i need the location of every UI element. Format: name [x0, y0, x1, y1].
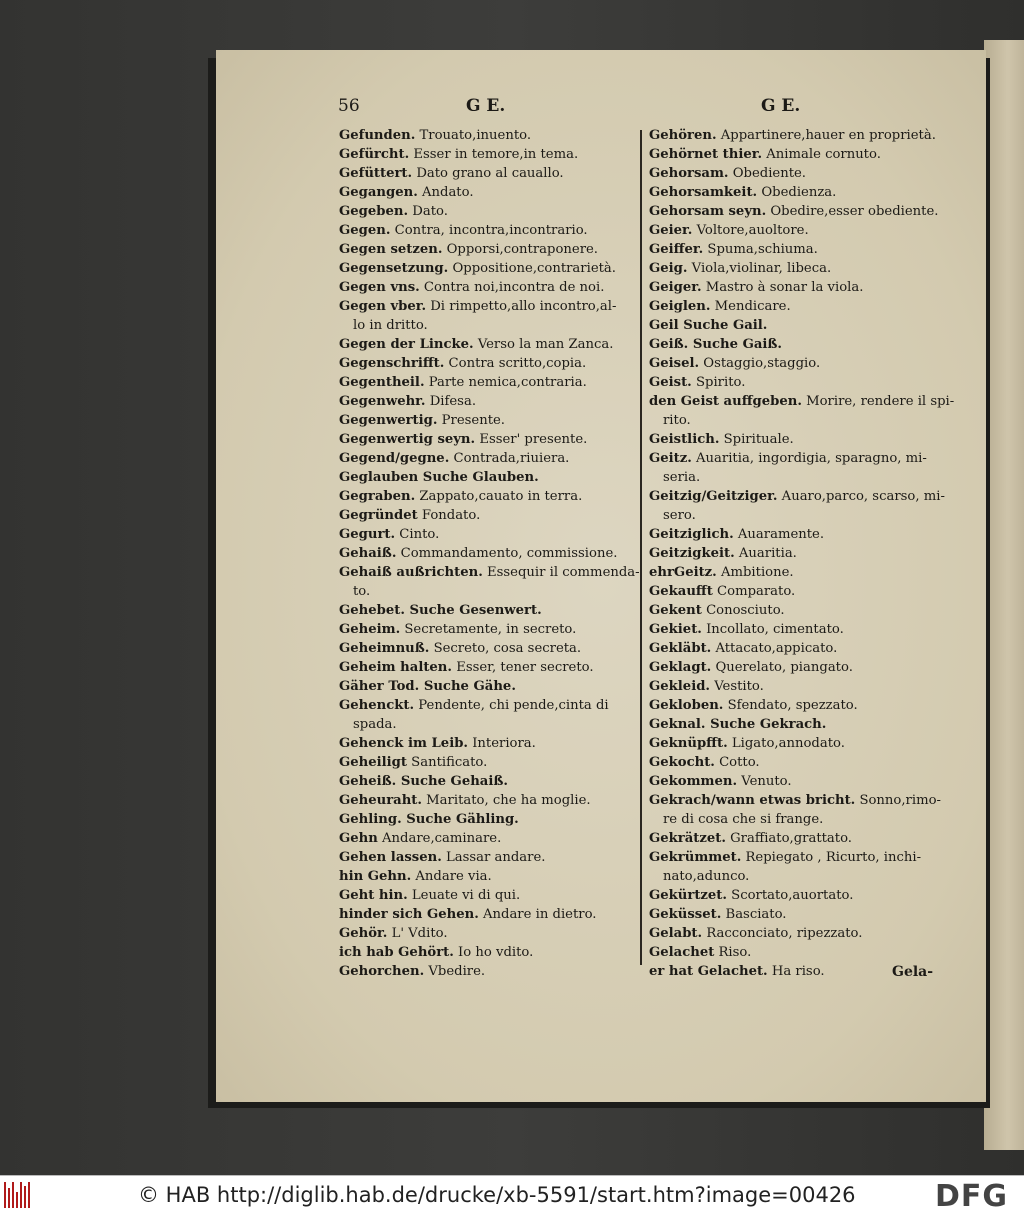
dictionary-entry	[649, 145, 959, 164]
dictionary-entry	[339, 848, 639, 867]
entry-continuation: to.	[353, 584, 371, 599]
catchword: Gela-	[892, 964, 934, 980]
entry-headword: Geknal. Suche Gekrach.	[649, 717, 827, 732]
dictionary-entry	[649, 620, 959, 639]
entry-definition: Auaritia.	[734, 546, 797, 561]
entry-headword: Gekommen.	[649, 774, 738, 789]
footer-bar	[0, 1175, 1024, 1215]
entry-definition: Verso la man Zanca.	[473, 337, 614, 352]
entry-definition: Secretamente, in secreto.	[400, 622, 577, 637]
dictionary-entry	[339, 468, 639, 487]
entry-headword: er hat Gelachet.	[649, 964, 768, 979]
entry-definition: Viola,violinar, libeca.	[687, 261, 832, 276]
entry-definition: Vestito.	[710, 679, 764, 694]
entry-definition: Interiora.	[468, 736, 536, 751]
entry-definition: Secreto, cosa secreta.	[429, 641, 582, 656]
entry-definition: Presente.	[437, 413, 506, 428]
dictionary-entry	[339, 392, 639, 411]
entry-headword: Geitzigkeit.	[649, 546, 735, 561]
dictionary-entry	[649, 316, 959, 335]
dictionary-entry	[339, 487, 639, 506]
entry-headword: Geitzig/Geitziger.	[649, 489, 778, 504]
entry-definition: Auaritia, ingordigia, sparagno, mi-	[691, 451, 927, 466]
dictionary-entry	[649, 202, 959, 221]
entry-headword: Gekaufft	[649, 584, 713, 599]
entry-definition: Esser' presente.	[475, 432, 588, 447]
entry-definition: Esser in temore,in tema.	[409, 147, 579, 162]
entry-continuation: rito.	[663, 413, 691, 428]
entry-headword: Gegenwehr.	[339, 394, 426, 409]
dictionary-entry	[339, 335, 639, 354]
page-number: 56	[338, 96, 360, 116]
entry-headword: Gehenck im Leib.	[339, 736, 469, 751]
running-head-left: G E.	[466, 96, 506, 116]
entry-definition: Basciato.	[721, 907, 787, 922]
dictionary-entry	[649, 696, 959, 715]
dictionary-entry	[339, 620, 639, 639]
entry-definition: L' Vdito.	[387, 926, 448, 941]
dictionary-entry	[339, 126, 639, 145]
dictionary-entry	[339, 943, 639, 962]
entry-definition: Contrada,riuiera.	[449, 451, 570, 466]
dictionary-entry	[649, 430, 959, 449]
dictionary-entry	[649, 449, 959, 487]
dictionary-entry	[339, 183, 639, 202]
dictionary-entry	[649, 734, 959, 753]
entry-definition: Zappato,cauato in terra.	[415, 489, 583, 504]
entry-headword: Gekrach/wann etwas bricht.	[649, 793, 856, 808]
entry-definition: Trouato,inuento.	[415, 128, 532, 143]
dictionary-entry	[339, 354, 639, 373]
entry-headword: Geht hin.	[339, 888, 408, 903]
dictionary-entry	[339, 639, 639, 658]
entry-headword: Gegen.	[339, 223, 391, 238]
entry-headword: hin Gehn.	[339, 869, 412, 884]
entry-headword: Gelachet	[649, 945, 715, 960]
dictionary-entry	[339, 202, 639, 221]
entry-headword: Gehören.	[649, 128, 717, 143]
entry-headword: Gehen lassen.	[339, 850, 442, 865]
entry-headword: ehrGeitz.	[649, 565, 717, 580]
dictionary-entry	[649, 943, 959, 962]
entry-definition: Comparato.	[712, 584, 796, 599]
entry-definition: Andare,caminare.	[377, 831, 502, 846]
entry-continuation: spada.	[353, 717, 397, 732]
entry-headword: Gegen setzen.	[339, 242, 443, 257]
entry-headword: Geheiß. Suche Gehaiß.	[339, 774, 508, 789]
dictionary-entry	[649, 259, 959, 278]
entry-definition: Contra noi,incontra de noi.	[419, 280, 605, 295]
entry-definition: Ostaggio,staggio.	[699, 356, 821, 371]
entry-definition: Andare via.	[411, 869, 492, 884]
entry-definition: Sfendato, spezzato.	[723, 698, 858, 713]
dictionary-entry	[649, 544, 959, 563]
dictionary-entry	[649, 487, 959, 525]
dictionary-entry	[649, 658, 959, 677]
entry-headword: Gefüttert.	[339, 166, 413, 181]
dictionary-entry	[649, 373, 959, 392]
entry-headword: Gegensetzung.	[339, 261, 449, 276]
entry-headword: Gekrümmet.	[649, 850, 742, 865]
entry-continuation: lo in dritto.	[353, 318, 428, 333]
entry-headword: Gegurt.	[339, 527, 396, 542]
dictionary-entry	[339, 145, 639, 164]
dictionary-entry	[339, 677, 639, 696]
entry-headword: Gekiet.	[649, 622, 702, 637]
dictionary-entry	[339, 563, 639, 601]
entry-headword: Geitz.	[649, 451, 692, 466]
entry-headword: Geist.	[649, 375, 692, 390]
entry-definition: Auaramente.	[733, 527, 825, 542]
dictionary-entry	[649, 240, 959, 259]
entry-definition: Obedienza.	[757, 185, 837, 200]
entry-headword: Gegangen.	[339, 185, 418, 200]
entry-definition: Morire, rendere il spi-	[801, 394, 955, 409]
dictionary-entry	[339, 658, 639, 677]
entry-definition: Parte nemica,contraria.	[424, 375, 587, 390]
entry-definition: Commandamento, commissione.	[396, 546, 618, 561]
entry-definition: Contra, incontra,incontrario.	[390, 223, 588, 238]
entry-headword: Geküsset.	[649, 907, 722, 922]
entry-definition: Andato.	[417, 185, 474, 200]
entry-headword: Geklagt.	[649, 660, 712, 675]
entry-definition: Vbedire.	[424, 964, 486, 979]
entry-definition: Difesa.	[425, 394, 477, 409]
left-column	[339, 126, 639, 981]
dictionary-entry	[339, 411, 639, 430]
entry-continuation: re di cosa che si frange.	[663, 812, 824, 827]
entry-headword: Gäher Tod. Suche Gähe.	[339, 679, 516, 694]
entry-headword: Gekrätzet.	[649, 831, 726, 846]
dictionary-entry	[339, 525, 639, 544]
dictionary-entry	[649, 392, 959, 430]
entry-headword: Geig.	[649, 261, 688, 276]
entry-headword: Geitziglich.	[649, 527, 734, 542]
entry-headword: Gehebet. Suche Gesenwert.	[339, 603, 542, 618]
entry-headword: Geistlich.	[649, 432, 720, 447]
dictionary-entry	[339, 601, 639, 620]
dictionary-entry	[339, 924, 639, 943]
entry-headword: Gehaiß.	[339, 546, 397, 561]
dictionary-entry	[649, 126, 959, 145]
entry-definition: Animale cornuto.	[762, 147, 881, 162]
dictionary-entry	[649, 639, 959, 658]
entry-continuation: nato,adunco.	[663, 869, 750, 884]
entry-definition: Riso.	[714, 945, 752, 960]
entry-headword: Geiger.	[649, 280, 702, 295]
entry-definition: Pendente, chi pende,cinta di	[414, 698, 609, 713]
entry-definition: Venuto.	[737, 774, 792, 789]
dictionary-entry	[339, 829, 639, 848]
entry-headword: Gegen vber.	[339, 299, 427, 314]
dictionary-entry	[649, 791, 959, 829]
dictionary-entry	[649, 829, 959, 848]
dictionary-entry	[339, 430, 639, 449]
entry-headword: Gegen vns.	[339, 280, 420, 295]
entry-headword: Gehaiß außrichten.	[339, 565, 483, 580]
entry-definition: Maritato, che ha moglie.	[421, 793, 591, 808]
entry-headword: Gegenwertig seyn.	[339, 432, 476, 447]
entry-headword: Gehn	[339, 831, 378, 846]
entry-headword: Gefunden.	[339, 128, 416, 143]
entry-headword: den Geist auffgeben.	[649, 394, 802, 409]
dictionary-entry	[339, 221, 639, 240]
dictionary-entry	[649, 886, 959, 905]
entry-headword: Geglauben Suche Glauben.	[339, 470, 539, 485]
entry-definition: Conosciuto.	[701, 603, 785, 618]
entry-headword: Gegraben.	[339, 489, 416, 504]
entry-headword: Gehling. Suche Gähling.	[339, 812, 519, 827]
dictionary-entry	[339, 164, 639, 183]
entry-headword: Gekürtzet.	[649, 888, 727, 903]
entry-definition: Auaro,parco, scarso, mi-	[777, 489, 945, 504]
dictionary-entry	[649, 297, 959, 316]
entry-definition: Incollato, cimentato.	[701, 622, 844, 637]
entry-definition: Graffiato,grattato.	[725, 831, 852, 846]
entry-headword: Gefürcht.	[339, 147, 410, 162]
entry-definition: Esser, tener secreto.	[452, 660, 594, 675]
dictionary-entry	[649, 164, 959, 183]
entry-headword: Geiglen.	[649, 299, 711, 314]
dfg-logo: DFG	[935, 1179, 1009, 1214]
entry-headword: Gegründet	[339, 508, 418, 523]
entry-definition: Voltore,auoltore.	[692, 223, 809, 238]
dictionary-entry	[339, 810, 639, 829]
dictionary-entry	[339, 544, 639, 563]
entry-headword: Gegentheil.	[339, 375, 425, 390]
dictionary-entry	[339, 373, 639, 392]
entry-headword: Gehorchen.	[339, 964, 425, 979]
entry-definition: Cinto.	[395, 527, 440, 542]
dictionary-entry	[339, 867, 639, 886]
entry-headword: Gekloben.	[649, 698, 724, 713]
dictionary-entry	[649, 753, 959, 772]
dictionary-entry	[339, 240, 639, 259]
dictionary-entry	[339, 772, 639, 791]
entry-headword: ich hab Gehört.	[339, 945, 454, 960]
entry-headword: Gehörnet thier.	[649, 147, 763, 162]
entry-definition: Repiegato , Ricurto, inchi-	[741, 850, 922, 865]
dictionary-entry	[339, 734, 639, 753]
entry-definition: Ambitione.	[716, 565, 794, 580]
entry-definition: Lassar andare.	[441, 850, 546, 865]
book-page	[216, 50, 986, 1102]
dictionary-entry	[649, 924, 959, 943]
entry-headword: Gehenckt.	[339, 698, 415, 713]
dictionary-entry	[649, 278, 959, 297]
entry-headword: Gehör.	[339, 926, 388, 941]
dictionary-entry	[339, 449, 639, 468]
entry-definition: Essequir il commenda-	[482, 565, 640, 580]
entry-definition: Sonno,rimo-	[855, 793, 941, 808]
entry-headword: Geiffer.	[649, 242, 704, 257]
hab-barcode-logo-icon	[4, 1182, 34, 1208]
entry-definition: Obedire,esser obediente.	[766, 204, 939, 219]
entry-headword: Geheim halten.	[339, 660, 452, 675]
dictionary-entry	[339, 886, 639, 905]
entry-definition: Ha riso.	[767, 964, 825, 979]
dictionary-entry	[339, 962, 639, 981]
dictionary-entry	[339, 696, 639, 734]
entry-definition: Querelato, piangato.	[711, 660, 853, 675]
entry-headword: Gegenwertig.	[339, 413, 438, 428]
entry-headword: Gegend/gegne.	[339, 451, 450, 466]
entry-headword: Geil Suche Gail.	[649, 318, 768, 333]
entry-headword: Geheimnuß.	[339, 641, 430, 656]
facing-page-edge	[984, 40, 1024, 1150]
entry-definition: Scortato,auortato.	[726, 888, 854, 903]
dictionary-entry	[339, 791, 639, 810]
entry-headword: Gegenschrifft.	[339, 356, 445, 371]
entry-headword: Geheim.	[339, 622, 401, 637]
entry-definition: Opporsi,contraponere.	[442, 242, 598, 257]
entry-definition: Fondato.	[417, 508, 481, 523]
dictionary-entry	[649, 354, 959, 373]
entry-continuation: seria.	[663, 470, 701, 485]
entry-headword: Geisel.	[649, 356, 700, 371]
entry-definition: Di rimpetto,allo incontro,al-	[426, 299, 617, 314]
dictionary-entry	[649, 183, 959, 202]
entry-definition: Spuma,schiuma.	[703, 242, 818, 257]
entry-definition: Cotto.	[714, 755, 760, 770]
dictionary-entry	[649, 905, 959, 924]
dictionary-entry	[339, 259, 639, 278]
entry-definition: Spirituale.	[719, 432, 794, 447]
entry-headword: Geheiligt	[339, 755, 407, 770]
entry-headword: Geknüpfft.	[649, 736, 728, 751]
entry-headword: hinder sich Gehen.	[339, 907, 479, 922]
entry-headword: Gekleid.	[649, 679, 711, 694]
entry-definition: Racconciato, ripezzato.	[702, 926, 863, 941]
entry-definition: Mendicare.	[710, 299, 791, 314]
entry-definition: Io ho vdito.	[453, 945, 534, 960]
dictionary-entry	[339, 753, 639, 772]
right-column	[649, 126, 959, 981]
dictionary-entry	[339, 297, 639, 335]
entry-definition: Spirito.	[691, 375, 746, 390]
entry-continuation: sero.	[663, 508, 696, 523]
dictionary-entry	[339, 278, 639, 297]
dictionary-entry	[649, 563, 959, 582]
dictionary-entry	[649, 582, 959, 601]
entry-definition: Leuate vi di qui.	[407, 888, 521, 903]
entry-headword: Gehorsam.	[649, 166, 729, 181]
entry-definition: Attacato,appicato.	[711, 641, 838, 656]
dictionary-entry	[649, 848, 959, 886]
entry-headword: Gehorsamkeit.	[649, 185, 758, 200]
entry-headword: Gelabt.	[649, 926, 703, 941]
entry-definition: Ligato,annodato.	[727, 736, 845, 751]
dictionary-entry	[339, 905, 639, 924]
entry-headword: Geier.	[649, 223, 693, 238]
entry-definition: Appartinere,hauer en proprietà.	[716, 128, 936, 143]
entry-headword: Geheuraht.	[339, 793, 422, 808]
entry-headword: Gegen der Lincke.	[339, 337, 474, 352]
entry-headword: Gekent	[649, 603, 702, 618]
entry-definition: Dato grano al cauallo.	[412, 166, 564, 181]
entry-headword: Gekocht.	[649, 755, 715, 770]
entry-definition: Andare in dietro.	[478, 907, 597, 922]
dictionary-entry	[649, 525, 959, 544]
running-head-right: G E.	[761, 96, 801, 116]
column-divider	[640, 130, 642, 965]
dictionary-entry	[649, 221, 959, 240]
entry-headword: Gekläbt.	[649, 641, 712, 656]
dictionary-entry	[649, 335, 959, 354]
entry-headword: Geiß. Suche Gaiß.	[649, 337, 783, 352]
entry-definition: Oppositione,contrarietà.	[448, 261, 616, 276]
footer-copyright-url: © HAB http://diglib.hab.de/drucke/xb-5591/start.htm?image=00426	[138, 1183, 856, 1207]
entry-definition: Contra scritto,copia.	[444, 356, 587, 371]
dictionary-entry	[649, 677, 959, 696]
dictionary-entry	[649, 601, 959, 620]
dictionary-entry	[339, 506, 639, 525]
entry-definition: Mastro à sonar la viola.	[701, 280, 864, 295]
dictionary-entry	[649, 772, 959, 791]
entry-definition: Obediente.	[728, 166, 807, 181]
entry-definition: Dato.	[408, 204, 448, 219]
entry-headword: Gehorsam seyn.	[649, 204, 767, 219]
entry-definition: Santificato.	[406, 755, 488, 770]
dictionary-entry	[649, 715, 959, 734]
entry-headword: Gegeben.	[339, 204, 409, 219]
